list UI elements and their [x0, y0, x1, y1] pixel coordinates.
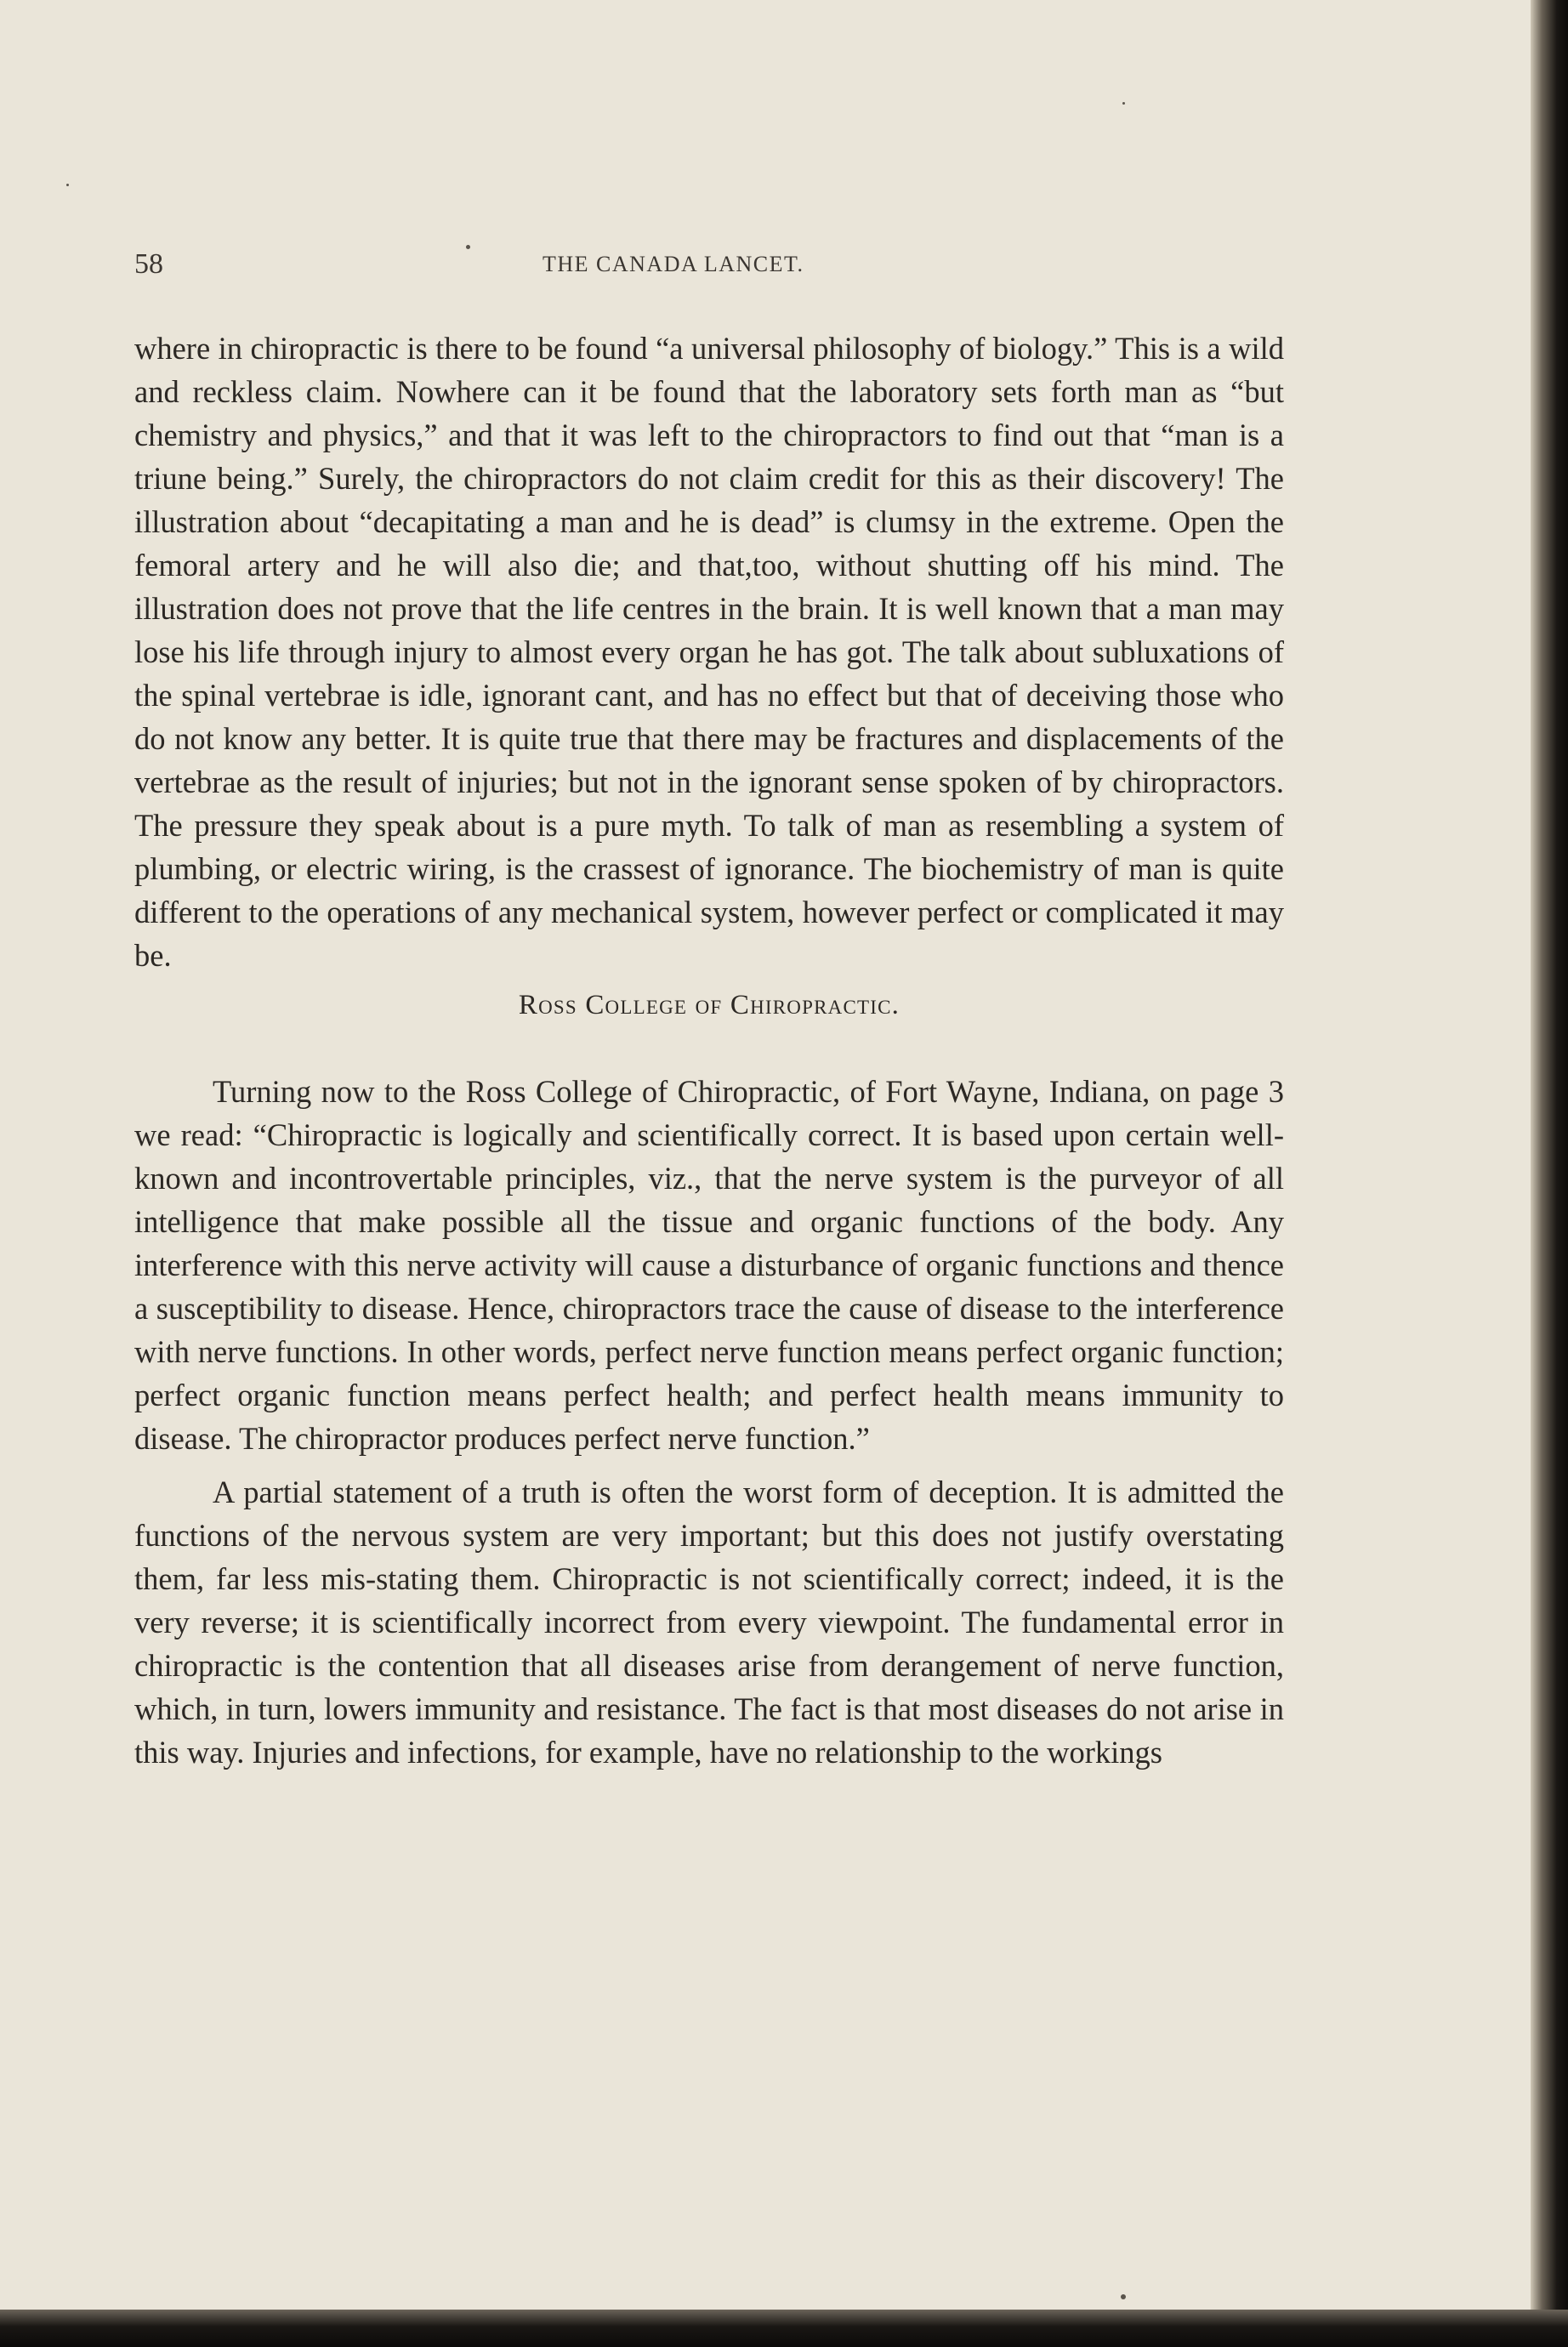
paragraph-2: Turning now to the Ross College of Chiropractic, of Fort Wayne, Indiana, on page 3 we read: “Chiropractic is logically and scientifically correct. It is based upon certain well-known and incontrovertable principles, viz., that the nerve system is the purveyor of all intelligence that make possible all the tissue and organic functions of the body. Any interference with this nerve activity will cause a disturbance of organic functions and thence a susceptibility to disease. Hence, chiropractors trace the cause of disease to the interference with nerve functions. In other words, perfect nerve function means perfect organic function; perfect organic function means perfect health; and perfect health means immunity to disease. The chiropractor produces perfect nerve function.”	[134, 1074, 1284, 1456]
section-heading: Ross College of Chiropractic.	[518, 990, 900, 1020]
page-bottom-edge	[0, 2310, 1568, 2347]
paper-speck	[1121, 2294, 1126, 2299]
paper-speck	[1122, 102, 1125, 105]
paper-speck	[466, 245, 470, 249]
body-text	[134, 327, 1284, 1774]
page-binding-edge	[1531, 0, 1568, 2347]
page-number: 58	[134, 248, 163, 280]
running-head: THE CANADA LANCET.	[543, 252, 804, 276]
paper-speck	[66, 184, 69, 186]
paragraph-3: A partial statement of a truth is often the worst form of deception. It is admitted the functions of the nervous system are very important; but this does not justify overstating them, far less mis-stating them. Chiropractic is not scientifically correct; indeed, it is the very reverse; it is scientifically incorrect from every viewpoint. The fundamental error in chiropractic is the contention that all diseases arise from derangement of nerve function, which, in turn, lowers immunity and resistance. The fact is that most diseases do not arise in this way. Injuries and infections, for example, have no relationship to the workings	[134, 1475, 1284, 1770]
paragraph-1: where in chiropractic is there to be found “a universal philosophy of biology.” This is a wild and reckless claim. Nowhere can it be found that the laboratory sets forth man as “but chemistry and physics,” and that it was left to the chiropractors to find out that “man is a triune being.” Surely, the chiropractors do not claim credit for this as their discovery! The illustration about “decapitating a man and he is dead” is clumsy in the extreme. Open the femoral artery and he will also die; and that,too, without shutting off his mind. The illustration does not prove that the life centres in the brain. It is well known that a man may lose his life through injury to almost every organ he has got. The talk about subluxations of the spinal vertebrae is idle, ignorant cant, and has no effect but that of deceiving those who do not know any better. It is quite true that there may be fractures and displacements of the vertebrae as the result of injuries; but not in the ignorant sense spoken of by chiropractors. The pressure they speak about is a pure myth. To talk of man as resembling a system of plumbing, or electric wiring, is the crassest of ignorance. The biochemistry of man is quite different to the operations of any mechanical system, however perfect or complicated it may be.	[134, 331, 1284, 973]
page-header	[134, 248, 1284, 291]
